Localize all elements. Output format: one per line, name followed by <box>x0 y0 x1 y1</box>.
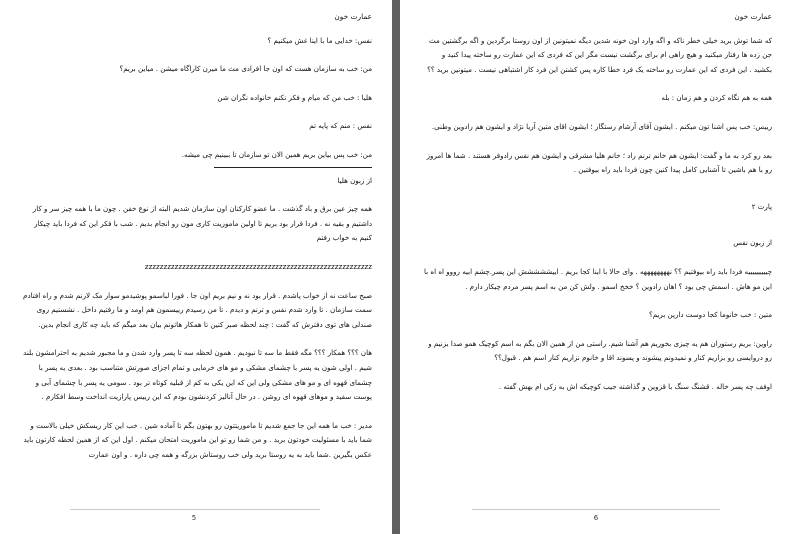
paragraph: من: خب پس بیاین بریم همین الان تو سازمان تا ببینیم چی میشه. <box>181 149 372 159</box>
paragraph: بعد رو کرد به ما و گفت: ایشون هم خانم ترنم راد ؛ خانم هلیا مشرقی و ایشون هم نفس رادوفر هستند . شما ها امروز رو با هم باشین تا آشنایی کامل پیدا کنین چون فردا باید راه بیوفتین . <box>426 150 772 175</box>
paragraph: من: خب به سازمان هست که اون جا افرادی مث ما میرن کاراگاه میشن . میاین بریم؟ <box>119 64 372 74</box>
running-header: عمارت خون <box>734 12 772 21</box>
page-number: 6 <box>593 514 599 522</box>
running-header: عمارت خون <box>334 12 372 21</box>
paragraph: zzzzzzzzzzzzzzzzzzzzzzzzzzzzzzzzzzzzzzzzzzzzzzzzzzzzzzzzzzzzz <box>144 261 372 271</box>
paragraph: پارت ۲ <box>751 201 772 211</box>
paragraph: اوفف چه پسر خاله . قشنگ سنگ با قزوین و گذاشته جیب کوچیکه اش به زکی ام بهش گفته . <box>498 381 772 391</box>
paragraph: راوین: بریم رستوران هم یه چیزی بخوریم هم آشنا شیم. راستی من از همین الان بگم به اسم کوچیک همو صدا بزنیم و رو دروایسی رو بزاریم کنار و نمیدونم پیشوند و پسوند اقا و خانوم نزاریم کنار اسم هم . قبول؟؟ <box>428 338 772 363</box>
paragraph: رییس: خب پس اشنا تون میکنم . ایشون آقای آرشام رستگار ؛ ایشون اقای متین آریا نژاد و ایشون هم رادوین وطنی. <box>431 121 772 131</box>
paragraph: چیییییییییه فردا باید راه بیوفتیم ؟؟ نههههههههه . وای حالا با اینا کجا بریم . اییششششش این پسر.چشم ابیه رووو اه اه با این مو هاش . اسمش چی بود ؟ اهان رادوین ؟ خخخ اسمو . ولش کن من به اسم پسر مردم چیکار دارم . <box>423 266 772 291</box>
document-page-left <box>0 0 392 534</box>
paragraph: هان ؟؟؟ همکار ؟؟؟ مگه فقط ما سه تا نبودیم . همون لحظه سه تا پسر وارد شدن و ما مجبور شدیم به احترامشون بلند شیم . اولی شون یه پسر با چشمای مشکی و مو های خرمایی و تمام اجزای صورتش متناسب بود . بعدی یه پسر با چشمای قهوه ای و مو های مشکی ولی این که این یکی به کم از قبلیه کوتاه تر بود . سومی یه پسر با چشمای آبی و پوست سفید و موهای قهوه ای روشن . در حال آنالیز کردنشون بودم که این رییس پارازیت انداخت وسط افکارم . <box>23 348 372 402</box>
paragraph: نفس : منم که پایه تم <box>309 121 372 131</box>
footer-divider <box>472 509 720 510</box>
paragraph: همه چیز عین برق و باد گذشت . ما عضو کارکنان اون سازمان شدیم البته از نوع خفن . چون ما با همه چیز سر و کار داشتیم و بقیه نه . فردا قرار بود بریم تا اولین ماموریت کاری مون رو انجام بدیم . شب با فکر این که فردا باید چیکار کنیم به خواب رفتم <box>32 204 372 243</box>
paragraph: متین : خب خانوما کجا دوست دارین بریم؟ <box>648 310 772 320</box>
page-number: 5 <box>191 514 197 522</box>
paragraph: همه به هم نگاه کردن و هم زمان : بله <box>661 93 772 103</box>
paragraph: نفس: خدایی ما با اینا غش میکنیم ؟ <box>267 35 372 45</box>
paragraph: از زبون هلیا <box>337 175 372 185</box>
page-body <box>22 10 372 471</box>
footer-divider <box>70 509 320 510</box>
paragraph: از زبون نفس <box>733 238 772 248</box>
document-page-right <box>400 0 790 534</box>
paragraph: صبح ساعت نه از خواب پاشدم . قرار بود نه و نیم بریم اون جا . فورا لباسمو پوشیدمو سوار مک لارنم شدم و راه افتادم سمت سازمان . تا وارد شدم نفس و ترنم و دیدم . تا من رسیدم رییسمون هم اومد و ما رفتیم داخل . نشستیم روی صندلی های توی دفترش که گفت : چند لحظه صبر کنین تا همکار هاتونم بیان بعد میگم که باید چه کاری انجام بدین. <box>23 290 372 329</box>
section-divider <box>214 167 372 168</box>
paragraph: مدیر : خب ما همه این جا جمع شدیم تا ماموریتتون رو بهتون بگم تا آماده شین . خب این کار ریسکش خیلی بالاست و شما باید با مسئولیت خودتون برید . و من شما رو تو این ماموریت امتحان میکنم . اول این که از همین لحظه کارتون باید عکس بگیرین .شما باید به یه روستا برید ولی خب روستاش بزرگه و همه چی داره . و اون عمارت <box>23 420 372 459</box>
paragraph: که شما توش برید خیلی خطر ناکه و اگه وارد اون خونه شدین دیگه نمیتونین از اون روستا برگردین و اگه برگشتین مث جن زده ها رفتار میکنید و هیچ راهی ام برای برگشت نیست مگر این که فردی که این عمارت رو ساخته پیدا کنید و بکشید . این فردی که این عمارت رو ساخته یک فرد خطا کاره پس کشتن این فرد کار اشتباهی نیست . میتونین برید ؟؟ <box>427 35 772 74</box>
page-body <box>424 10 772 404</box>
paragraph: هلیا : خب من که میام و فکر نکنم خانواده نگران شن <box>217 92 372 102</box>
